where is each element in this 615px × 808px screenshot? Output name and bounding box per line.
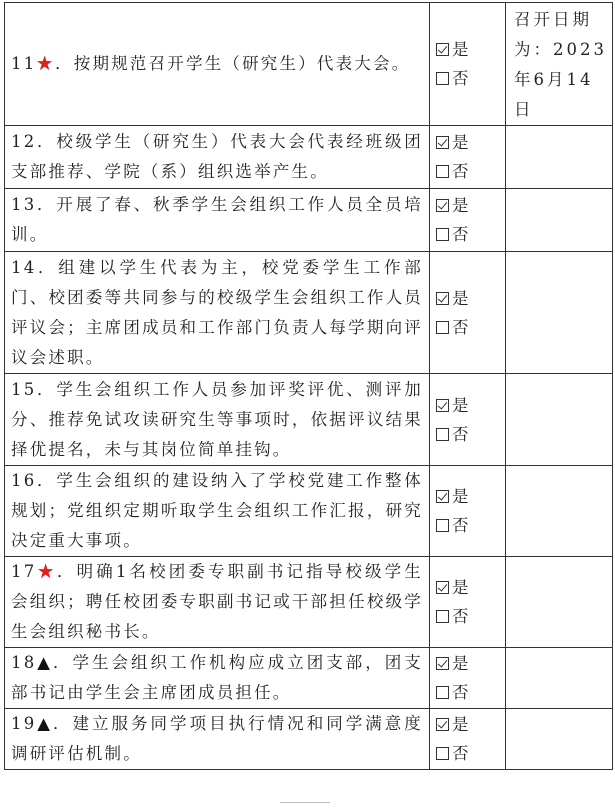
item-number: 13 xyxy=(11,195,37,214)
checklist-body xyxy=(5,3,613,770)
item-number: 15 xyxy=(11,379,37,399)
item-description: ．校级学生（研究生）代表大会代表经班级团支部推荐、学院（系）组织选举产生。 xyxy=(11,132,423,181)
option-yes-label: 是 xyxy=(452,715,469,734)
star-icon: ★ xyxy=(36,54,56,73)
checklist-row xyxy=(5,3,613,126)
option-yes[interactable] xyxy=(430,35,505,64)
checklist-row xyxy=(5,126,613,189)
checked-checkbox-icon[interactable] xyxy=(436,292,449,305)
item-text-cell xyxy=(5,557,430,648)
option-no-label: 否 xyxy=(452,744,469,763)
item-text-cell xyxy=(5,648,430,709)
checked-checkbox-icon[interactable] xyxy=(436,581,449,594)
page-edge-mark xyxy=(280,802,330,803)
answer-cell xyxy=(430,252,506,374)
checked-checkbox-icon[interactable] xyxy=(436,718,449,731)
option-no-label: 否 xyxy=(452,516,469,535)
note-cell xyxy=(506,648,613,709)
checked-checkbox-icon[interactable] xyxy=(436,43,449,56)
note-cell xyxy=(506,3,613,126)
answer-cell xyxy=(430,374,506,466)
item-number: 12 xyxy=(11,132,37,151)
item-number: 17 xyxy=(11,562,37,581)
checklist-row xyxy=(5,709,613,770)
option-no-label: 否 xyxy=(452,607,469,626)
checkbox-icon[interactable] xyxy=(436,519,449,532)
option-yes[interactable] xyxy=(430,573,505,602)
note-cell xyxy=(506,466,613,557)
answer-cell xyxy=(430,557,506,648)
option-no[interactable] xyxy=(430,64,505,93)
option-no[interactable] xyxy=(430,420,505,449)
option-yes-label: 是 xyxy=(452,487,469,506)
checklist-row xyxy=(5,374,613,466)
option-no-label: 否 xyxy=(452,683,469,702)
checked-checkbox-icon[interactable] xyxy=(436,399,449,412)
answer-cell xyxy=(430,3,506,126)
note-cell xyxy=(506,709,613,770)
option-no[interactable] xyxy=(430,511,505,540)
option-yes-label: 是 xyxy=(452,288,469,308)
checked-checkbox-icon[interactable] xyxy=(436,199,449,212)
option-no-label: 否 xyxy=(452,424,469,444)
item-text-cell xyxy=(5,252,430,374)
option-no[interactable] xyxy=(430,157,505,186)
checklist-row xyxy=(5,189,613,252)
option-yes[interactable] xyxy=(430,191,505,220)
item-description: ．学生会组织的建设纳入了学校党建工作整体规划；党组织定期听取学生会组织工作汇报，研究决定重大事项。 xyxy=(11,471,423,550)
item-text-cell xyxy=(5,126,430,189)
checkbox-icon[interactable] xyxy=(436,747,449,760)
item-number: 14 xyxy=(11,257,37,277)
checklist-table xyxy=(4,2,613,770)
answer-cell xyxy=(430,466,506,557)
checkbox-icon[interactable] xyxy=(436,72,449,85)
option-no[interactable] xyxy=(430,739,505,768)
item-description: ．建立服务同学项目执行情况和同学满意度调研评估机制。 xyxy=(11,714,423,763)
checkbox-icon[interactable] xyxy=(436,610,449,623)
item-description: ．开展了春、秋季学生会组织工作人员全员培训。 xyxy=(11,195,423,244)
option-yes[interactable] xyxy=(430,482,505,511)
checklist-row xyxy=(5,648,613,709)
option-no[interactable] xyxy=(430,313,505,342)
item-text-cell xyxy=(5,3,430,126)
option-yes[interactable] xyxy=(430,128,505,157)
answer-cell xyxy=(430,189,506,252)
item-number: 11 xyxy=(11,54,37,73)
note-cell xyxy=(506,374,613,466)
option-no[interactable] xyxy=(430,602,505,631)
answer-cell xyxy=(430,648,506,709)
option-yes-label: 是 xyxy=(452,578,469,597)
item-description: ．明确1名校团委专职副书记指导校级学生会组织；聘任校团委专职副书记或干部担任校级学生会组织秘书长。 xyxy=(11,562,423,641)
option-yes[interactable] xyxy=(430,649,505,678)
option-no-label: 否 xyxy=(452,162,469,181)
item-text-cell xyxy=(5,374,430,466)
checkbox-icon[interactable] xyxy=(436,165,449,178)
answer-cell xyxy=(430,709,506,770)
option-yes-label: 是 xyxy=(452,395,469,415)
star-icon: ★ xyxy=(36,562,57,581)
option-yes-label: 是 xyxy=(452,40,469,59)
note-cell xyxy=(506,189,613,252)
checked-checkbox-icon[interactable] xyxy=(436,657,449,670)
checkbox-icon[interactable] xyxy=(436,686,449,699)
item-number: 19 xyxy=(11,714,37,733)
option-no[interactable] xyxy=(430,678,505,707)
checkbox-icon[interactable] xyxy=(436,321,449,334)
option-yes[interactable] xyxy=(430,284,505,313)
option-yes-label: 是 xyxy=(452,133,469,152)
checked-checkbox-icon[interactable] xyxy=(436,490,449,503)
checklist-row xyxy=(5,557,613,648)
item-description: ．组建以学生代表为主，校党委学生工作部门、校团委等共同参与的校级学生会组织工作人员评议会；主席团成员和工作部门负责人每学期向评议会述职。 xyxy=(11,257,423,367)
note-text: 召开日期为：2023年6月14日 xyxy=(514,10,607,119)
item-description: ．按期规范召开学生（研究生）代表大会。 xyxy=(55,54,411,73)
note-cell xyxy=(506,126,613,189)
checklist-row xyxy=(5,466,613,557)
item-number: 16 xyxy=(11,471,37,490)
option-yes-label: 是 xyxy=(452,196,469,215)
option-no-label: 否 xyxy=(452,69,469,88)
item-description: ．学生会组织工作人员参加评奖评优、测评加分、推荐免试攻读研究生等事项时，依据评议结果择优提名，未与其岗位简单挂钩。 xyxy=(11,379,423,459)
note-cell xyxy=(506,252,613,374)
option-no-label: 否 xyxy=(452,317,469,337)
checkbox-icon[interactable] xyxy=(436,428,449,441)
item-description: ．学生会组织工作机构应成立团支部，团支部书记由学生会主席团成员担任。 xyxy=(11,653,423,702)
item-number: 18 xyxy=(11,653,37,672)
checklist-row xyxy=(5,252,613,374)
item-text-cell xyxy=(5,189,430,252)
option-yes[interactable] xyxy=(430,710,505,739)
triangle-icon: ▲ xyxy=(36,714,53,733)
note-cell xyxy=(506,557,613,648)
triangle-icon: ▲ xyxy=(36,653,53,672)
checked-checkbox-icon[interactable] xyxy=(436,136,449,149)
option-yes-label: 是 xyxy=(452,654,469,673)
item-text-cell xyxy=(5,466,430,557)
checkbox-icon[interactable] xyxy=(436,228,449,241)
item-text-cell xyxy=(5,709,430,770)
option-no-label: 否 xyxy=(452,225,469,244)
option-yes[interactable] xyxy=(430,391,505,420)
answer-cell xyxy=(430,126,506,189)
option-no[interactable] xyxy=(430,220,505,249)
